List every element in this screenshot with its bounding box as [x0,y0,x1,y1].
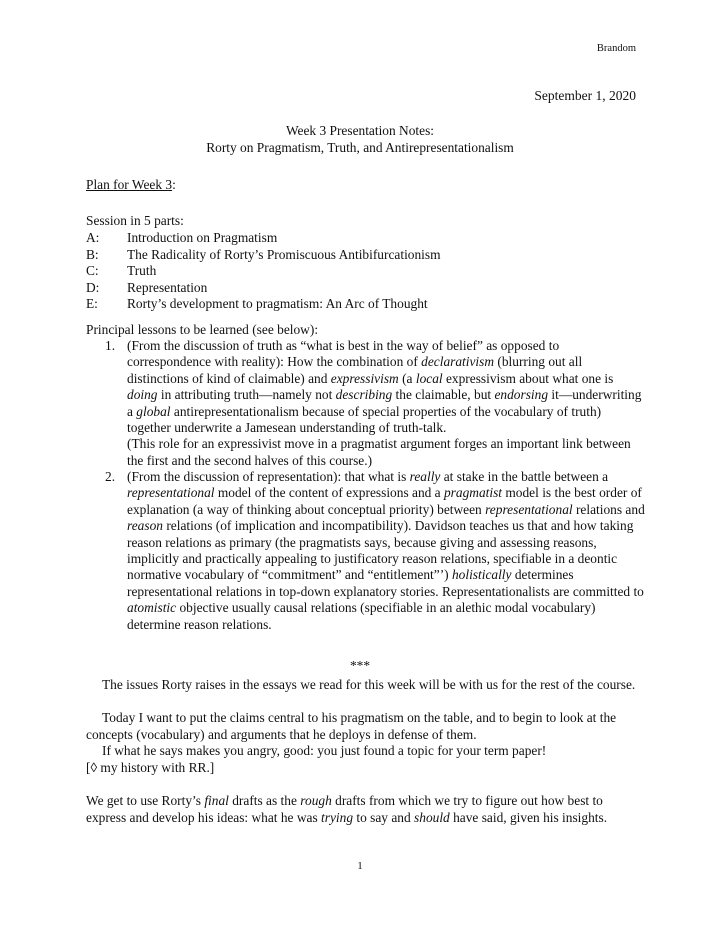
session-item-text: Introduction on Pragmatism [127,230,278,245]
paragraph-text: to say and [353,809,415,825]
paragraph-emphasis: trying [321,809,354,825]
session-item-letter: E: [86,296,98,311]
paragraph: The issues Rorty raises in the essays we read for this week will be with us for the rest of the course. [102,677,636,692]
session-item-text: Representation [127,279,208,295]
lesson-text: (a [398,370,416,386]
lesson-body [127,338,645,469]
session-heading: Session in 5 parts: [86,213,184,228]
plan-heading-colon: : [172,177,176,192]
lesson-emphasis: describing [335,387,393,403]
paragraph-bracket-note: [◊ my history with RR.] [86,760,215,775]
lesson-emphasis: expressivism [330,370,399,386]
section-separator: *** [349,658,371,673]
lesson-emphasis: endorsing [494,387,549,403]
paragraph-emphasis: should [414,809,450,825]
paragraph: Today I want to put the claims central to his pragmatism on the table, and to begin to look at the concepts (vocabulary) and arguments that he deploys in defense of them. [86,710,617,742]
lesson-text: (From the discussion of representation): that what is [127,469,410,484]
lesson-text: model is the best order of explanation (a way of thinking about conceptual priority) between [127,485,642,517]
plan-heading-text: Plan for Week 3 [86,177,173,192]
paragraph-text: If what he says makes you angry, good: you just found a topic for your term paper! [102,743,547,758]
paragraph-text: drafts as the [228,793,301,808]
paragraph [86,793,642,826]
lesson-emphasis: representational [127,485,215,501]
session-item-letter: A: [86,230,100,245]
lesson-number: 2. [105,469,116,484]
lesson-text: antirepresentationalism because of special properties of the vocabulary of truth) together underwrite a Jamesean understanding of truth-talk. [127,403,602,436]
page-number: 1 [357,860,363,872]
lesson-item-1 [105,338,645,469]
lesson-text: the claimable, but [392,387,495,403]
lesson-text: in attributing truth—namely not [157,387,336,403]
lesson-text: at stake in the battle between a [440,469,609,484]
title-line-2: Rorty on Pragmatism, Truth, and Antirepresentationalism [206,140,514,155]
running-header-author: Brandom [596,43,636,54]
lesson-body [127,469,645,633]
lesson-text: objective usually causal relations (specifiable in an alethic modal vocabulary) determine reason relations. [127,600,596,632]
lesson-emphasis: really [409,469,441,484]
session-item-text: Truth [127,263,157,278]
session-item-letter: D: [86,279,100,295]
paragraph-text: We get to use Rorty’s [86,793,205,808]
lesson-item-2 [105,469,645,633]
lesson-emphasis: doing [127,387,158,403]
lesson-text: expressivism about what one is [442,370,614,386]
lesson-emphasis: declarativism [421,354,495,370]
lesson-text: (blurring out all distinctions of kind of claimable) and [127,354,583,386]
session-item-text: Rorty’s development to pragmatism: An Arc of Thought [127,296,428,311]
paragraph-emphasis: final [204,793,229,808]
session-item-letter: B: [86,246,99,262]
lesson-text: relations and [572,501,645,517]
title-line-1: Week 3 Presentation Notes: [285,123,435,138]
lesson-emphasis: reason [127,518,163,534]
paragraph [102,743,658,760]
paragraph-text: have said, given his insights. [449,809,608,825]
lesson-emphasis: atomistic [127,600,177,616]
session-item-text: The Radicality of Rorty’s Promiscuous Antibifurcationism [127,246,441,262]
lesson-emphasis: global [136,403,171,419]
lessons-heading: Principal lessons to be learned (see below): [86,322,319,337]
paragraph-text: drafts from which we try to figure out how best to express and develop his ideas: what he was [86,793,603,825]
lesson-emphasis: pragmatist [443,485,503,501]
lesson-text: (From the discussion of truth as “what is best in the way of belief” as opposed to correspondence with reality): How the combination of [127,338,560,370]
session-item-letter: C: [86,263,99,278]
lesson-number: 1. [105,338,116,353]
lesson-text: determines representational relations in top-down explanatory stories. Representationalists are committed to [127,567,644,599]
lesson-text: model of the content of expressions and a [214,485,444,501]
lesson-emphasis: local [415,370,443,386]
lesson-text: it—underwriting a [127,387,642,419]
plan-heading [86,177,176,193]
document-date: September 1, 2020 [534,88,636,103]
lesson-text: relations (of implication and incompatibility). Davidson teaches us that and how taking reason relations as primary (the pragmatists says, because giving and assessing reasons, implicitly and practically appealing to justificatory reason relations, specifiable in a deontic normative vocabulary of “commitment” and “entitlement”’) [127,518,634,583]
paragraph-emphasis: rough [300,793,332,808]
lesson-emphasis: representational [485,501,573,517]
lesson-emphasis: holistically [451,567,512,583]
lesson-note: (This role for an expressivist move in a pragmatist argument forges an important link between the first and the second halves of this course.) [127,436,631,468]
